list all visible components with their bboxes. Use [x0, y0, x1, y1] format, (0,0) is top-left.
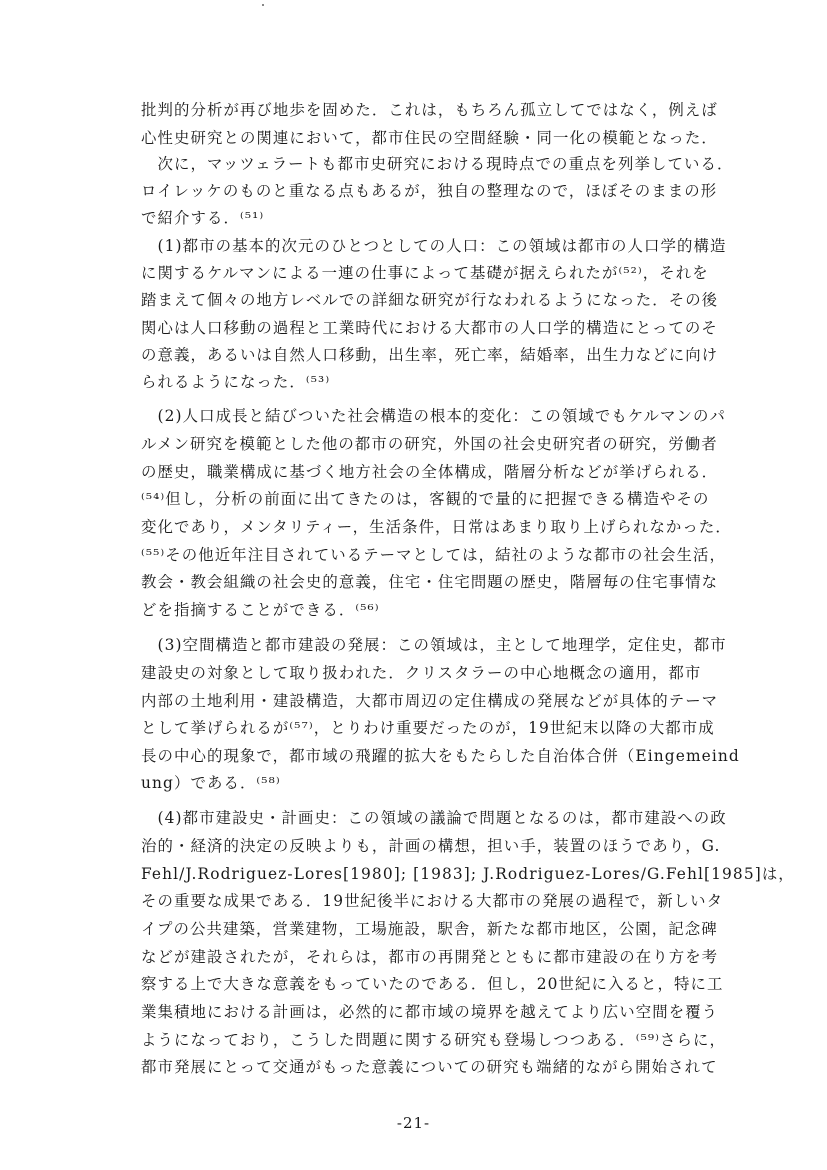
- text-line-7: に関するケルマンによる一連の仕事によって基礎が据えられたが⁽⁵²⁾，それを: [141, 264, 709, 282]
- text-line-9: 関心は人口移動の過程と工業時代における大都市の人口学的構造にとってのそ: [141, 319, 718, 337]
- text-line-23: として挙げられるが⁽⁵⁷⁾，とりわけ重要だったのが，19世紀末以降の大都市成: [141, 719, 715, 737]
- text-line-13: ルメン研究を模範とした他の都市の研究，外国の社会史研究者の研究，労働者: [141, 435, 718, 453]
- text-line-28: Fehl/J.Rodriguez-Lores[1980]; [1983]; J.Rodriguez-Lores/G.Fehl[1985]は，: [141, 865, 795, 883]
- text-line-15: ⁽⁵⁴⁾但し，分析の前面に出てきたのは，客観的で量的に把握できる構造やその: [141, 490, 710, 508]
- text-line-27: 治的・経済的決定の反映よりも，計画の構想，担い手，装置のほうであり，G.: [141, 837, 721, 855]
- text-line-30: イプの公共建築，営業建物，工場施設，駅舎，新たな都市地区，公園，記念碑: [141, 920, 718, 938]
- text-line-26: (4)都市建設史・計画史：この領域の議論で問題となるのは，都市建設への政: [141, 809, 727, 827]
- text-line-2: 心性史研究との関連において，都市住民の空間経験・同一化の模範となった．: [141, 129, 718, 147]
- text-line-20: (3)空間構造と都市建設の発展：この領域は，主として地理学，定住史，都市: [141, 636, 727, 654]
- text-line-5: で紹介する．⁽⁵¹⁾: [141, 209, 265, 227]
- text-line-19: どを指摘することができる．⁽⁵⁶⁾: [141, 601, 380, 619]
- text-line-10: の意義，あるいは自然人口移動，出生率，死亡率，結婚率，出生力などに向け: [141, 346, 719, 364]
- text-line-21: 建設史の対象として取り扱われた．クリスタラーの中心地概念の適用，都市: [141, 664, 702, 682]
- text-line-14: の歴史，職業構成に基づく地方社会の全体構成，階層分析などが挙げられる．: [141, 463, 719, 481]
- text-line-31: などが建設されたが，それらは，都市の再開発とともに都市建設の在り方を考: [141, 948, 719, 966]
- text-line-16: 変化であり，メンタリティー，生活条件，日常はあまり取り上げられなかった．: [141, 518, 732, 536]
- text-line-35: 都市発展にとって交通がもった意義についての研究も端緒的ながら開始されて: [141, 1058, 718, 1076]
- text-line-4: ロイレッケのものと重なる点もあるが，独自の整理なので，ほぼそのままの形: [141, 182, 718, 200]
- text-line-22: 内部の土地利用・建設構造，大都市周辺の定住構成の発展などが具体的テーマ: [141, 692, 719, 710]
- text-line-11: られるようになった．⁽⁵³⁾: [141, 373, 331, 391]
- text-line-6: (1)都市の基本的次元のひとつとしての人口：この領域は都市の人口学的構造: [141, 237, 727, 255]
- text-line-18: 教会・教会組織の社会史的意義，住宅・住宅問題の歴史，階層毎の住宅事情な: [141, 573, 719, 591]
- scan-speck: [262, 4, 264, 6]
- text-line-17: ⁽⁵⁵⁾その他近年注目されているテーマとしては，結社のような都市の社会生活，: [141, 546, 726, 564]
- text-line-29: その重要な成果である．19世紀後半における大都市の発展の過程で，新しいタ: [141, 892, 724, 910]
- page-number: -21-: [396, 1114, 431, 1132]
- text-line-32: 察する上で大きな意義をもっていたのである．但し，20世紀に入ると，特に工: [141, 975, 724, 993]
- text-line-8: 踏まえて個々の地方レベルでの詳細な研究が行なわれるようになった．その後: [141, 291, 719, 309]
- text-line-3: 次に，マッツェラートも都市史研究における現時点での重点を列挙している．: [141, 155, 734, 173]
- text-line-25: ung）である．⁽⁵⁸⁾: [141, 774, 281, 792]
- text-line-33: 業集積地における計画は，必然的に都市域の境界を越えてより広い空間を覆う: [141, 1003, 719, 1021]
- text-line-12: (2)人口成長と結びついた社会構造の根本的変化：この領域でもケルマンのパ: [141, 407, 727, 425]
- text-line-1: 批判的分析が再び地歩を固めた．これは，もちろん孤立してではなく，例えば: [141, 101, 718, 119]
- text-line-34: ようになっており，こうした問題に関する研究も登場しつつある．⁽⁵⁹⁾さらに，: [141, 1031, 726, 1049]
- text-line-24: 長の中心的現象で，都市域の飛躍的拡大をもたらした自治体合併（Eingemeind: [141, 747, 740, 765]
